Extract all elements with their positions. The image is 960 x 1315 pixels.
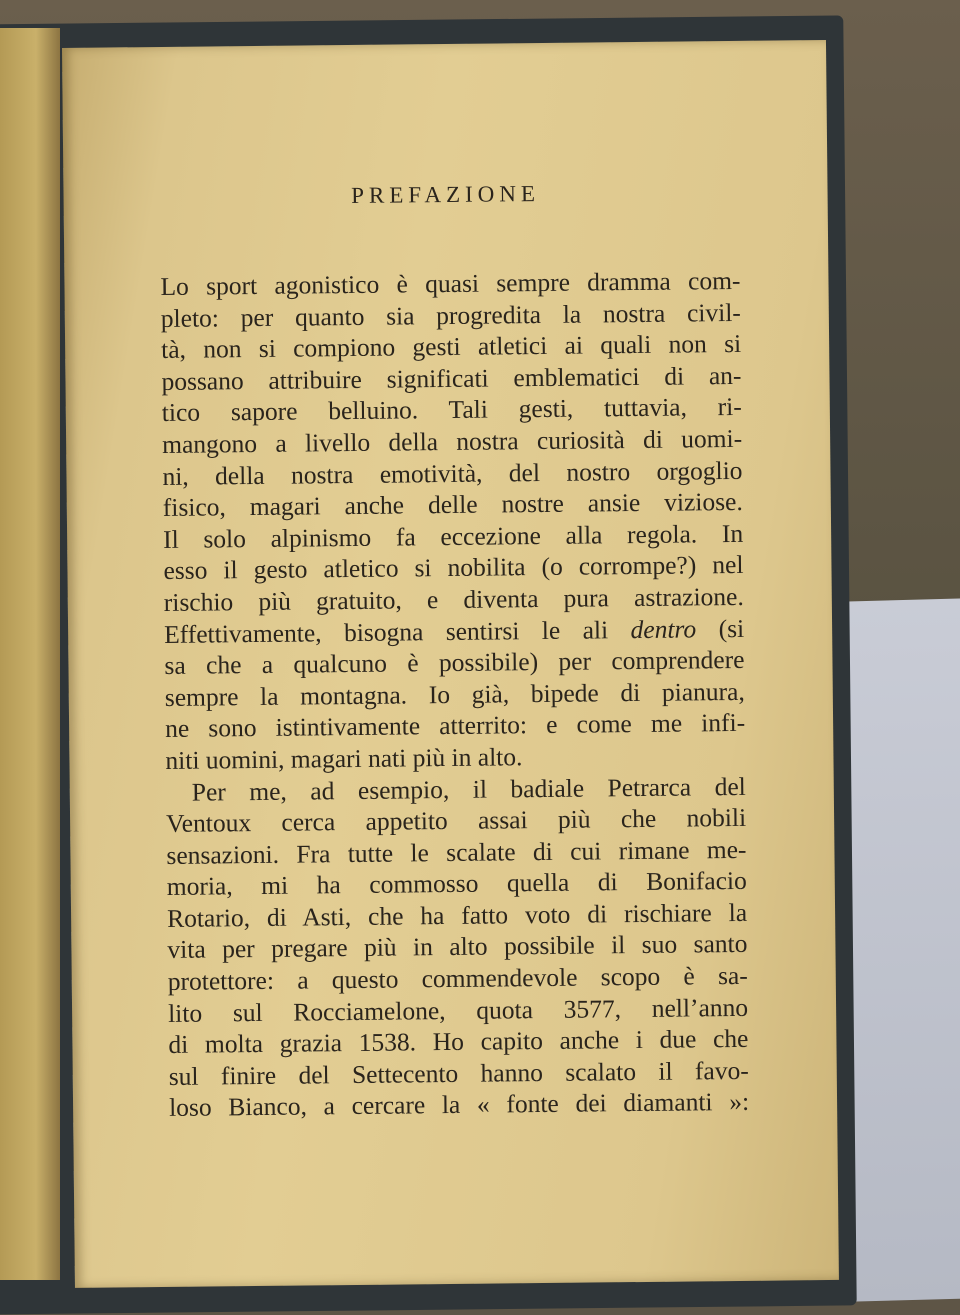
text-line: pleto: per quanto sia progredita la nostra civil-	[160, 297, 741, 333]
text-line: Per me, ad esempio, il badiale Petrarca del	[191, 771, 746, 807]
paragraph-2	[166, 770, 750, 1124]
left-page-edge	[0, 28, 60, 1280]
text-line: tà, non si compiono gesti atletici ai quali non si	[161, 329, 742, 365]
text-line: sensazioni. Fra tutte le scalate di cui rimane me-	[166, 834, 747, 870]
text-line: Lo sport agonistico è quasi sempre dramma com-	[160, 265, 741, 301]
text-line: niti uomini, magari nati più in alto.	[165, 742, 523, 775]
text-line: di molta grazia 1538. Ho capito anche i due che	[168, 1024, 749, 1060]
text-line: tico sapore belluino. Tali gesti, tuttavia, ri-	[161, 392, 742, 428]
text-line: vita per pregare più in alto possibile il suo santo	[167, 929, 748, 965]
text-line: sul finire del Settecento hanno scalato il favo-	[168, 1055, 749, 1091]
text-line: ni, della nostra emotività, del nostro orgoglio	[162, 455, 743, 491]
text-line: rischio più gratuito, e diventa pura astrazione.	[163, 581, 744, 617]
text-line: possano attribuire significati emblematici di an-	[161, 360, 742, 396]
text-line: sa che a qualcuno è possibile) per comprendere	[164, 645, 745, 681]
text-line: fisico, magari anche delle nostre ansie viziose.	[162, 487, 743, 523]
text-line: Il solo alpinismo fa eccezione alla regola. In	[162, 518, 744, 554]
text-line: loso Bianco, a cercare la « fonte dei diamanti »:	[168, 1087, 750, 1123]
book-page	[62, 40, 839, 1288]
line-text-before: Effettivamente, bisogna sentirsi le ali	[163, 614, 609, 649]
text-line: Rotario, di Asti, che ha fatto voto di rischiare la	[166, 897, 748, 933]
text-line: mangono a livello della nostra curiosità di uomi-	[162, 423, 743, 459]
page-title: PREFAZIONE	[350, 181, 541, 208]
text-line: moria, mi ha commosso quella di Bonifacio	[166, 866, 747, 902]
text-line: Ventoux cerca appetito assai più che nobili	[165, 802, 747, 839]
body-text	[160, 265, 749, 1124]
text-line: lito sul Rocciamelone, quota 3577, nell’anno	[167, 992, 749, 1028]
text-line: ne sono istintivamente atterrito: e come me infi-	[164, 708, 746, 744]
italic-word: dentro	[630, 613, 697, 644]
text-line: protettore: a questo commendevole scopo è sa-	[167, 960, 748, 997]
text-line: esso il gesto atletico si nobilita (o corrompe?) nel	[163, 550, 744, 586]
paragraph-1	[160, 265, 745, 777]
text-line: sempre la montagna. Io già, bipede di pianura,	[164, 676, 745, 712]
line-text-after: (si	[718, 613, 745, 643]
